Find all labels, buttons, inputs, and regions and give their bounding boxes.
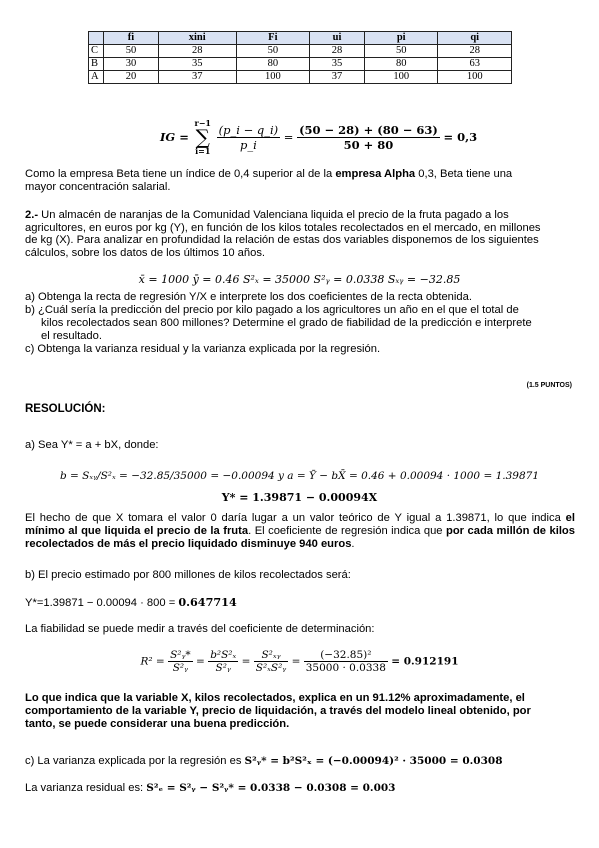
- prediction-calc: Y*=1.39871 − 0.00094 · 800 =: [25, 597, 179, 609]
- ig-eq-num: (50 − 28) + (80 − 63): [299, 122, 438, 137]
- regression-equation: Y* = 1.39871 − 0.00094X: [221, 491, 378, 504]
- conclusion-text: Como la empresa Beta tiene un índice de 0,4 superior al de la: [25, 168, 336, 180]
- r2-frac-den: 35000 · 0.0338: [305, 662, 386, 674]
- explained-formula: S²ᵧ* = b²S²ₓ = (−0.00094)² · 35000 = 0.0308: [244, 755, 503, 767]
- beta-conclusion: [25, 168, 577, 194]
- table-header-cell: xini: [158, 32, 236, 45]
- table-header-cell: ui: [310, 32, 365, 45]
- table-cell: 28: [310, 45, 365, 58]
- table-header-cell: Fi: [236, 32, 309, 45]
- ig-values-fraction: [297, 123, 440, 152]
- r2-frac-den: S²ᵧ: [172, 662, 189, 674]
- coefficients-line: b = Sₓᵧ/S²ₓ = −32.85/35000 = −0.00094 y a = Ȳ − bX̄ = 0.46 + 0.00094 · 1000 = 1.39871: [59, 470, 539, 482]
- explained-text: c) La varianza explicada por la regresión es: [25, 755, 245, 767]
- table-header-row: [89, 32, 512, 45]
- conclusion-bold: empresa Alpha: [335, 168, 416, 180]
- part-a-intro: a) Sea Y* = a + bX, donde:: [25, 439, 159, 451]
- r2-frac: [208, 649, 238, 674]
- table-cell: 37: [158, 71, 236, 84]
- ig-result: = 0,3: [443, 130, 478, 144]
- conclusion-line: comportamiento de la variable Y, precio de liquidación, a través del modelo lineal obtenido, por: [25, 705, 531, 717]
- conclusion-line: tanto, se puede considerar una buena predicción.: [25, 718, 290, 730]
- table-header-cell: pi: [364, 32, 437, 45]
- problem-number: 2.-: [25, 209, 39, 221]
- frequency-table: [88, 31, 512, 84]
- interp-text: El hecho de que X tomara el valor 0 daría lugar a un valor teórico de Y igual a 1.39871, lo que indica: [25, 512, 561, 524]
- table-header-cell: fi: [104, 32, 159, 45]
- table-cell: 100: [236, 71, 309, 84]
- conclusion-line-2: mayor concentración salarial.: [25, 181, 171, 193]
- table-cell: 20: [104, 71, 159, 84]
- r2-frac: [168, 649, 193, 674]
- r2-frac-num: S²ᵧ*: [170, 649, 191, 661]
- statement-line: cálculos, sobre los datos de los últimos 10 años.: [25, 246, 266, 259]
- r2-formula: R² = $\frac{\text{S²ᵧ*}}{\text{S²ᵧ}}$ = $\frac{\text{b²S²ₓ}}{\text{S²ᵧ}}$ = $\frac{\text{S²ₓᵧ}}{\text{S²ₓS²ᵧ}}$ = $\frac{\text{(−32.85)²}}{35000 \cdot 0.0338}$ = 0.912191: [140, 649, 459, 674]
- r2-frac: [254, 649, 289, 674]
- table-cell: 100: [364, 71, 437, 84]
- part-b-calc: [25, 596, 237, 610]
- part-c-explained: [25, 755, 503, 768]
- interp-text: .: [351, 538, 355, 550]
- question-a: a) Obtenga la recta de regresión Y/X e interprete los dos coeficientes de la recta obtenida.: [25, 291, 472, 303]
- r2-frac-num: S²ₓᵧ: [254, 649, 289, 662]
- table-cell: 35: [310, 58, 365, 71]
- ig-frac-den: p_i: [239, 137, 257, 152]
- r2-conclusion: [25, 692, 575, 731]
- question-b-cont: el resultado.: [41, 330, 102, 342]
- row-label-cell: C: [89, 45, 104, 58]
- ig-formula: IG = r−1 ∑ i=1 $\frac{(p\_i - q\_i)}{p\_i}$ = $\frac{(50 - 28) + (80 - 63)}{50 + 80}$ = 0,3: [160, 118, 478, 156]
- fiability-text: La fiabilidad se puede medir a través del coeficiente de determinación:: [25, 623, 375, 635]
- r2-result: = 0.912191: [391, 655, 459, 668]
- part-c-residual: [25, 782, 396, 795]
- ig-lhs: IG =: [160, 130, 189, 144]
- row-label-cell: A: [89, 71, 104, 84]
- table-cell: 28: [438, 45, 512, 58]
- statement-line: Un almacén de naranjas de la Comunidad Valenciana liquida el precio de la fruta pagado a los: [38, 209, 509, 221]
- r2-frac-den: S²ᵧ: [215, 662, 231, 674]
- statement-line: de kg (X). Para analizar en profundidad la relación de estas dos variables disponemos de los siguientes: [25, 234, 539, 247]
- row-label-cell: B: [89, 58, 104, 71]
- table-cell: 30: [104, 58, 159, 71]
- r2-frac: [304, 649, 388, 674]
- table-header-cell: qi: [438, 32, 512, 45]
- table-cell: 50: [104, 45, 159, 58]
- points-label: (1.5 PUNTOS): [526, 382, 572, 389]
- table-cell: 100: [438, 71, 512, 84]
- interp-bold: por cada millón: [446, 525, 530, 537]
- problem-questions: [25, 291, 575, 356]
- table-cell: 63: [438, 58, 512, 71]
- conclusion-text-2: 0,3, Beta tiene una: [415, 168, 513, 180]
- table-cell: 37: [310, 71, 365, 84]
- r2-frac-num: (−32.85)²: [304, 649, 388, 662]
- table-cell: 50: [364, 45, 437, 58]
- table-row: [89, 58, 512, 71]
- interp-text: . El coeficiente de regresión indica que: [248, 525, 447, 537]
- ig-fraction: [217, 123, 281, 152]
- resolucion-heading: RESOLUCIÓN:: [25, 403, 106, 415]
- table-cell: 28: [158, 45, 236, 58]
- table-row: [89, 71, 512, 84]
- question-c: c) Obtenga la varianza residual y la varianza explicada por la regresión.: [25, 343, 381, 355]
- table-cell: 80: [364, 58, 437, 71]
- sum-symbol: r−1 ∑ i=1: [194, 118, 211, 156]
- r2-frac-den: S²ₓS²ᵧ: [255, 662, 287, 674]
- r2-lhs: R² =: [140, 655, 165, 668]
- ig-frac-num: (p_i − q_i): [218, 122, 279, 137]
- residual-text: La varianza residual es:: [25, 782, 147, 794]
- interpretation-paragraph: [25, 512, 575, 551]
- statement-line: agricultores, en euros por kg (Y), en función de los kilos totales recolectados en el mercado, en millones: [25, 221, 541, 234]
- table-cell: 80: [236, 58, 309, 71]
- question-b: b) ¿Cuál sería la predicción del precio por kilo pagado a los agricultores un año en el que el total de: [25, 304, 519, 316]
- sum-bottom: i=1: [195, 146, 211, 156]
- table-cell: 35: [158, 58, 236, 71]
- conclusion-line: Lo que indica que la variable X, kilos recolectados, explica en un 91.12% aproximadamente, el: [25, 692, 525, 704]
- r2-frac-num: b²S²ₓ: [210, 649, 237, 661]
- table-row: [89, 45, 512, 58]
- part-b-title: b) El precio estimado por 800 millones de kilos recolectados será:: [25, 569, 351, 581]
- interp-bold: de kilos recolectados de más el precio liquidado disminuye 940 euros: [25, 525, 575, 550]
- ig-eq-den: 50 + 80: [343, 137, 394, 152]
- table-header-cell: [89, 32, 104, 45]
- given-statistics: x̄ = 1000 ȳ = 0.46 S²ₓ = 35000 S²ᵧ = 0.0338 Sₓᵧ = −32.85: [138, 273, 461, 286]
- sum-top: r−1: [194, 118, 211, 128]
- residual-formula: S²ₑ = S²ᵧ − S²ᵧ* = 0.0338 − 0.0308 = 0.003: [146, 782, 396, 794]
- question-b-cont: kilos recolectados sean 800 millones? Determine el grado de fiabilidad de la predicción e interprete: [41, 317, 532, 329]
- prediction-result: 0.647714: [178, 595, 237, 609]
- table-cell: 50: [236, 45, 309, 58]
- interp-bold: el mínimo al que liquida el precio de la fruta: [25, 512, 576, 537]
- problem-2-statement: [25, 209, 573, 259]
